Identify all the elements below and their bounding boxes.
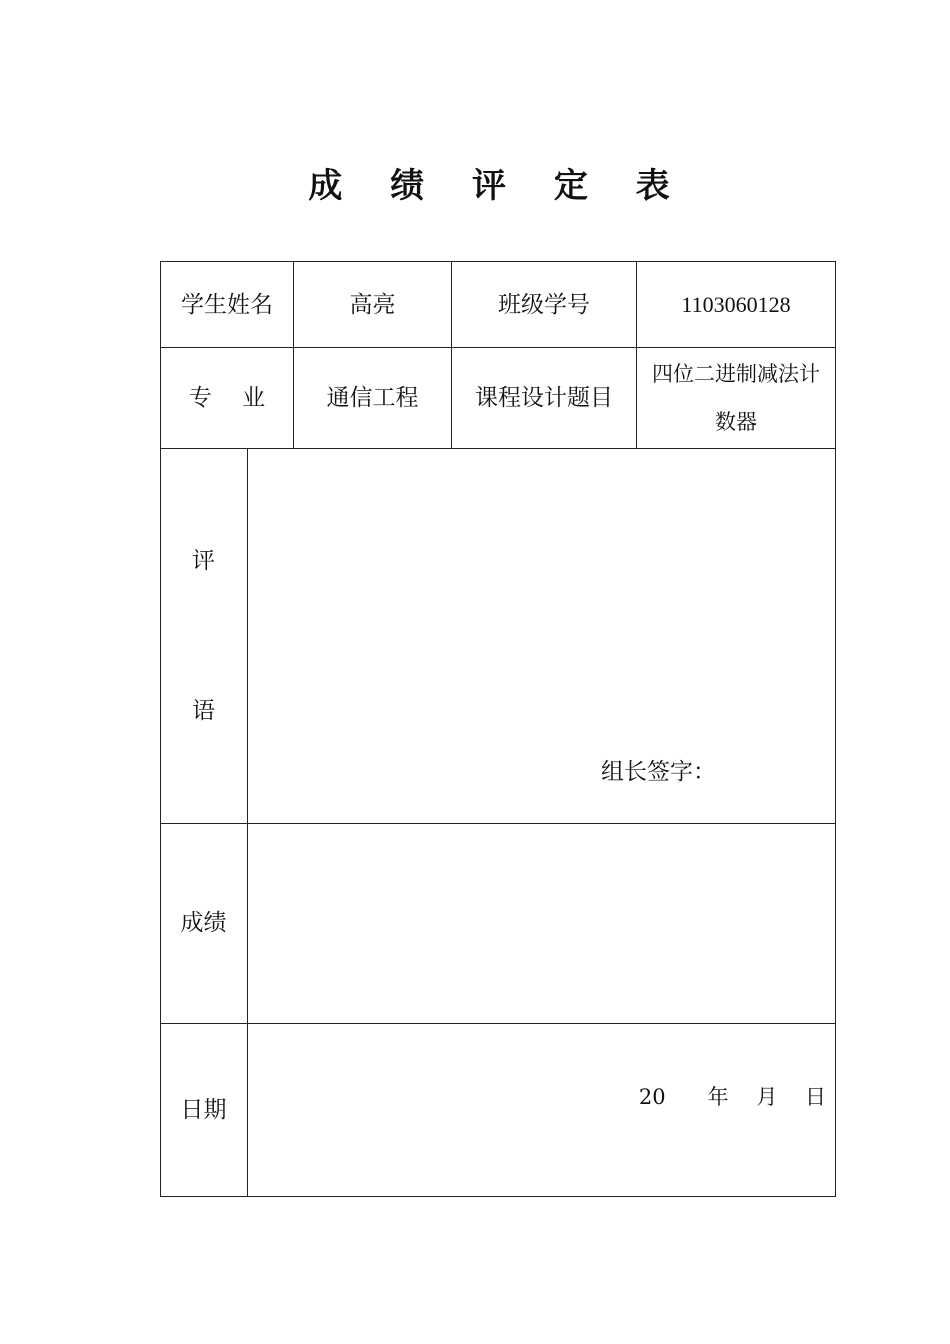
student-name-value: 高亮 (349, 291, 396, 318)
table-rule (160, 1023, 836, 1024)
topic-value: 四位二进制减法计数器 (652, 362, 820, 434)
score-label: 成绩 (180, 910, 227, 936)
major-label: 专 业 (188, 385, 266, 411)
topic-label: 课程设计题目 (475, 385, 613, 411)
document-title: 成 绩 评 定 表 (308, 166, 688, 206)
class-id-label: 班级学号 (498, 291, 590, 318)
table-border-right (835, 261, 836, 1197)
class-id-value: 1103060128 (681, 291, 791, 317)
leader-signature-label: 组长签字： (601, 759, 716, 785)
date-value: 20 年 月 日 (638, 1085, 826, 1109)
table-rule (247, 448, 248, 1197)
comments-label-bottom: 语 (192, 698, 215, 724)
grade-table (160, 261, 836, 1197)
comments-label-top: 评 (192, 548, 215, 574)
table-rule (160, 448, 836, 449)
table-border-bottom (160, 1196, 836, 1197)
date-label: 日期 (180, 1097, 227, 1123)
student-name-label: 学生姓名 (181, 291, 273, 318)
major-value: 通信工程 (326, 385, 419, 411)
table-rule (160, 823, 836, 824)
